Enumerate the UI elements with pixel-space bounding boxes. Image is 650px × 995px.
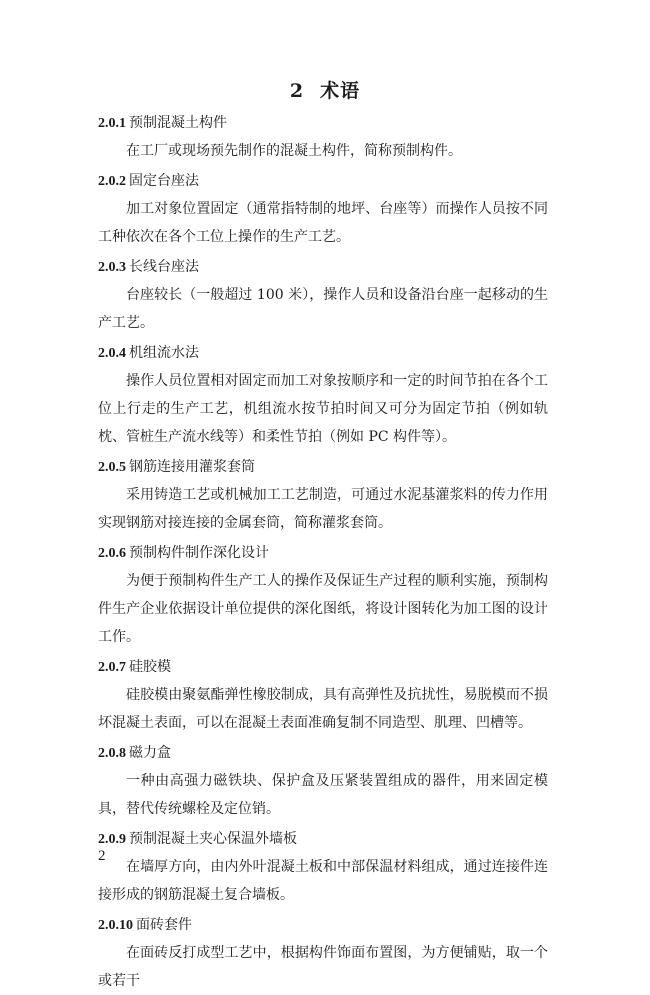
chapter-name: 术语 [320,80,361,102]
term-number: 2.0.9 [98,832,126,847]
term-number: 2.0.7 [98,660,126,675]
term-heading [98,543,548,567]
term-name: 预制混凝土构件 [129,115,227,131]
term-heading [98,257,548,281]
term-number: 2.0.10 [98,918,133,933]
term-number: 2.0.1 [98,116,126,131]
term-name: 机组流水法 [129,345,199,361]
term-heading [98,657,548,681]
term-number: 2.0.2 [98,174,126,189]
term-heading [98,829,548,853]
term-definition: 在工厂或现场预先制作的混凝土构件，简称预制构件。 [126,143,462,159]
term-name: 预制构件制作深化设计 [129,545,269,561]
term-name: 固定台座法 [129,173,199,189]
chapter-title [0,76,650,103]
term-name: 硅胶模 [129,659,171,675]
term-definition: 采用铸造工艺或机械加工工艺制造，可通过水泥基灌浆料的传力作用实现钢筋对接连接的金属套筒，简称灌浆套筒。 [98,487,548,531]
page-number: 2 [98,848,106,864]
term-definition: 在墙厚方向，由内外叶混凝土板和中部保温材料组成，通过连接件连接形成的钢筋混凝土复合墙板。 [98,859,548,903]
term-heading [98,743,548,767]
term-number: 2.0.5 [98,460,126,475]
term-name: 预制混凝土夹心保温外墙板 [129,831,297,847]
term-heading [98,457,548,481]
term-name: 钢筋连接用灌浆套筒 [129,459,255,475]
term-name: 长线台座法 [129,259,199,275]
term-name: 磁力盒 [129,745,171,761]
term-number: 2.0.4 [98,346,126,361]
term-number: 2.0.6 [98,546,126,561]
term-definition: 在面砖反打成型工艺中，根据构件饰面布置图，为方便铺贴，取一个或若干 [98,945,548,989]
term-definition: 加工对象位置固定（通常指特制的地坪、台座等）而操作人员按不同工种依次在各个工位上操作的生产工艺。 [98,201,548,245]
term-definition: 台座较长（一般超过 100 米），操作人员和设备沿台座一起移动的生产工艺。 [98,287,548,331]
term-name: 面砖套件 [136,917,192,933]
term-definition: 硅胶模由聚氨酯弹性橡胶制成，具有高弹性及抗扰性，易脱模而不损坏混凝土表面，可以在混凝土表面准确复制不同造型、肌理、凹槽等。 [98,687,548,731]
terms-list [98,113,548,995]
term-definition: 为便于预制构件生产工人的操作及保证生产过程的顺利实施，预制构件生产企业依据设计单位提供的深化图纸，将设计图转化为加工图的设计工作。 [98,573,548,645]
term-definition: 操作人员位置相对固定而加工对象按顺序和一定的时间节拍在各个工位上行走的生产工艺，机组流水按节拍时间又可分为固定节拍（例如轨枕、管桩生产流水线等）和柔性节拍（例如 PC 构件等）。 [98,373,548,445]
chapter-number: 2 [289,80,305,102]
term-heading [98,113,548,137]
term-number: 2.0.3 [98,260,126,275]
term-number: 2.0.8 [98,746,126,761]
term-heading [98,171,548,195]
term-heading [98,343,548,367]
term-definition: 一种由高强力磁铁块、保护盒及压紧装置组成的器件，用来固定模具，替代传统螺栓及定位销。 [98,773,548,817]
